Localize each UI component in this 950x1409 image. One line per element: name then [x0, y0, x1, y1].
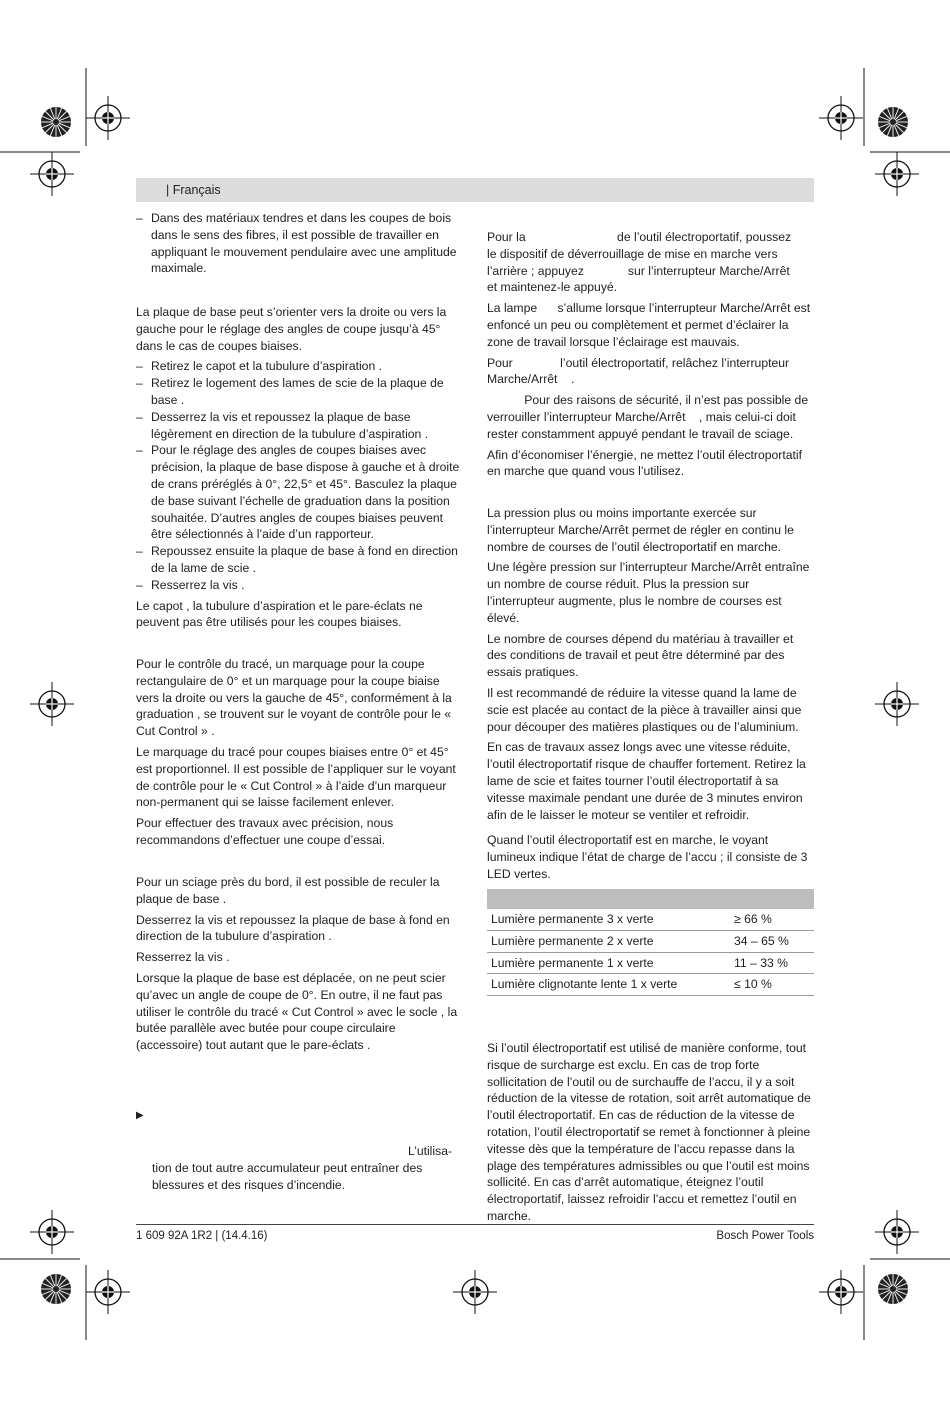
edge-p1: Pour un sciage près du bord, il est possible de reculer la plaque de base . [136, 875, 440, 906]
led-cell: Lumière permanente 1 x verte [487, 952, 730, 974]
speed-p3: Le nombre de courses dépend du matériau à travailler et des conditions de travail et peut être déterminé par des essais pratiques. [487, 631, 794, 680]
capacity-cell: 34 – 65 % [730, 930, 814, 952]
bevel-step: – Retirez le capot et la tubulure d’aspiration . [136, 358, 462, 375]
bevel-intro: La plaque de base peut s’orienter vers la droite ou vers la gauche pour le réglage des angles de coupe jusqu’à 45° dans le cas de coupes biaises. [136, 305, 447, 353]
switch-on-p1: Pour la de l’outil électroportatif, poussez le dispositif de déverrouillage de mise en marche vers l’arrière ; appuyez sur l’interrupteur Marche/Arrêt et maintenez-le appuyé. [487, 230, 832, 295]
table-row [487, 952, 814, 974]
cut-control-p2: Le marquage du tracé pour coupes biaises entre 0° et 45° est proportionnel. Il est possible de l’appliquer sur le voyant de contrôle pour le « Cut Control » à l’aide d’un marqueur non-permanent qui se laisse facilement enlever. [136, 744, 456, 810]
edge-p2: Desserrez la vis et repoussez la plaque de base à fond en direction de la tubulure d’aspiration . [136, 912, 450, 944]
doc-number: 1 609 92A 1R2 | (14.4.16) [136, 1230, 268, 1242]
edge-p3: Resserrez la vis . [136, 950, 230, 965]
safety-note: Pour des raisons de sécurité, il n’est pas possible de verrouiller l’interrupteur Marche/Arrêt , mais celui-ci doit rester constamment appuyé pendant le travail de sciage. [487, 393, 812, 441]
cut-control-section [136, 656, 462, 853]
speed-p4: Il est recommandé de réduire la vitesse quand la lame de scie est placée au contact de la pièce à travailler ainsi que pour découper des matières plastiques ou de l’aluminium. [487, 685, 802, 734]
switch-off-p: Pour l’outil électroportatif, relâchez l’interrupteur Marche/Arrêt . [487, 355, 793, 387]
speed-section [487, 505, 814, 827]
table-row [487, 909, 814, 930]
warning-marker: ▶ [136, 1110, 144, 1121]
energy-note: Afin d’économiser l’énergie, ne mettez l’outil électroportatif en marche que quand vous l’utilisez. [487, 447, 803, 479]
led-cell: Lumière permanente 2 x verte [487, 930, 730, 952]
cut-control-p1: Pour le contrôle du tracé, un marquage pour la coupe rectangulaire de 0° et un marquage pour la coupe biaise vers la droite ou vers la gauche de 45°, conformément à la graduation , se trouvent sur le voyant de contrôle pour le « Cut Control » . [136, 657, 452, 739]
warning-text-start: L’utilisa- [408, 1144, 453, 1158]
bevel-step: – Resserrez la vis . [136, 577, 462, 594]
bevel-section [136, 304, 462, 635]
bevel-step: – Desserrez la vis et repoussez la plaque de base légèrement en direction de la tubulure d’aspiration . [136, 409, 462, 443]
cut-control-p3: Pour effectuer des travaux avec précision, nous recommandons d’effectuer une coupe d’essai. [136, 816, 394, 847]
bevel-step: – Retirez le logement des lames de scie de la plaque de base . [136, 375, 462, 409]
section-title: | Français [166, 183, 221, 197]
header-bar [136, 178, 814, 202]
brand-footer: Bosch Power Tools [716, 1230, 814, 1242]
edge-section [136, 874, 462, 1058]
overload-p1: Si l’outil électroportatif est utilisé de manière conforme, tout risque de surcharge est exclu. En cas de trop forte sollicitation de l’outil ou de surchauffe de l’accu, il y a soit réduction de la vitesse de rotation, soit arrêt automatique de l’outil électroportatif. En cas de réduction de la vitesse de rotation, l’outil électroportatif se remet à fonctionner à pleine vitesse dès que la température de l’accu repasse dans la plage des températures admissibles ou que l’outil est moins sollicité. En cas d’arrêt automatique, éteignez l’outil électroportatif, laissez refroidir l’accu et remettez l’outil en marche. [487, 1041, 811, 1223]
led-cell: Lumière permanente 3 x verte [487, 909, 730, 930]
bevel-step: – Pour le réglage des angles de coupes biaises avec précision, la plaque de base dispose à gauche et à droite de crans préréglés à 0°, 22,5° et 45°. Basculez la plaque de base suivant l’échelle de graduation dans la position souhaitée. D’autres angles de coupes biaises peuvent être sélectionnés à l’aide d’un rapporteur. [136, 442, 462, 543]
footer-rule [136, 1224, 814, 1225]
charge-section [487, 832, 814, 886]
table-row [487, 974, 814, 996]
charge-table-header [487, 889, 814, 909]
charge-table [487, 909, 814, 996]
bevel-step: – Repoussez ensuite la plaque de base à fond en direction de la lame de scie . [136, 543, 462, 577]
speed-p1: La pression plus ou moins importante exercée sur l’interrupteur Marche/Arrêt permet de régler en continu le nombre de courses de l’outil électroportatif en marche. [487, 506, 794, 554]
warning-text: tion de tout autre accumulateur peut entraîner des blessures et des risques d’incendie. [152, 1161, 423, 1192]
pendulum-note: – Dans des matériaux tendres et dans les coupes de bois dans le sens des fibres, il est possible de travailler en appliquant le mouvement pendulaire avec une amplitude maximale. [136, 210, 462, 277]
led-cell: Lumière clignotante lente 1 x verte [487, 974, 730, 996]
speed-p2: Une légère pression sur l’interrupteur Marche/Arrêt entraîne un nombre de course réduit. Plus la pression sur l’interrupteur augmente, plus le nombre de courses est élevé. [487, 560, 810, 625]
charge-p1: Quand l’outil électroportatif est en marche, le voyant lumineux indique l’état de charge de l’accu ; il consiste de 3 LED vertes. [487, 833, 808, 881]
capacity-cell: ≥ 66 % [730, 909, 814, 930]
switch-on-section [487, 229, 832, 484]
lamp-p: La lampe s’allume lorsque l’interrupteur Marche/Arrêt est enfoncé un peu ou complètement et permet d’éclairer la zone de travail lorsque l’éclairage est mauvais. [487, 301, 814, 349]
speed-p5: En cas de travaux assez longs avec une vitesse réduite, l’outil électroportatif risque de chauffer fortement. Retirez la lame de scie et faites tourner l’outil électroportatif à sa vitesse maximale pendant une durée de 3 minutes environ afin de le laisser le moteur se ventiler et refroidir. [487, 740, 806, 822]
table-row [487, 930, 814, 952]
capacity-cell: 11 – 33 % [730, 952, 814, 974]
capacity-cell: ≤ 10 % [730, 974, 814, 996]
overload-section [487, 1040, 814, 1229]
left-column [136, 210, 462, 281]
edge-p4: Lorsque la plaque de base est déplacée, on ne peut scier qu’avec un angle de coupe de 0°. En outre, il ne faut pas utiliser le contrôle du tracé « Cut Control » avec le socle , la butée parallèle avec butée pour coupe circulaire (accessoire) tout autant que le pare-éclats . [136, 970, 458, 1053]
bevel-note: Le capot , la tubulure d’aspiration et le pare-éclats ne peuvent pas être utilisés pour les coupes biaises. [136, 598, 423, 630]
